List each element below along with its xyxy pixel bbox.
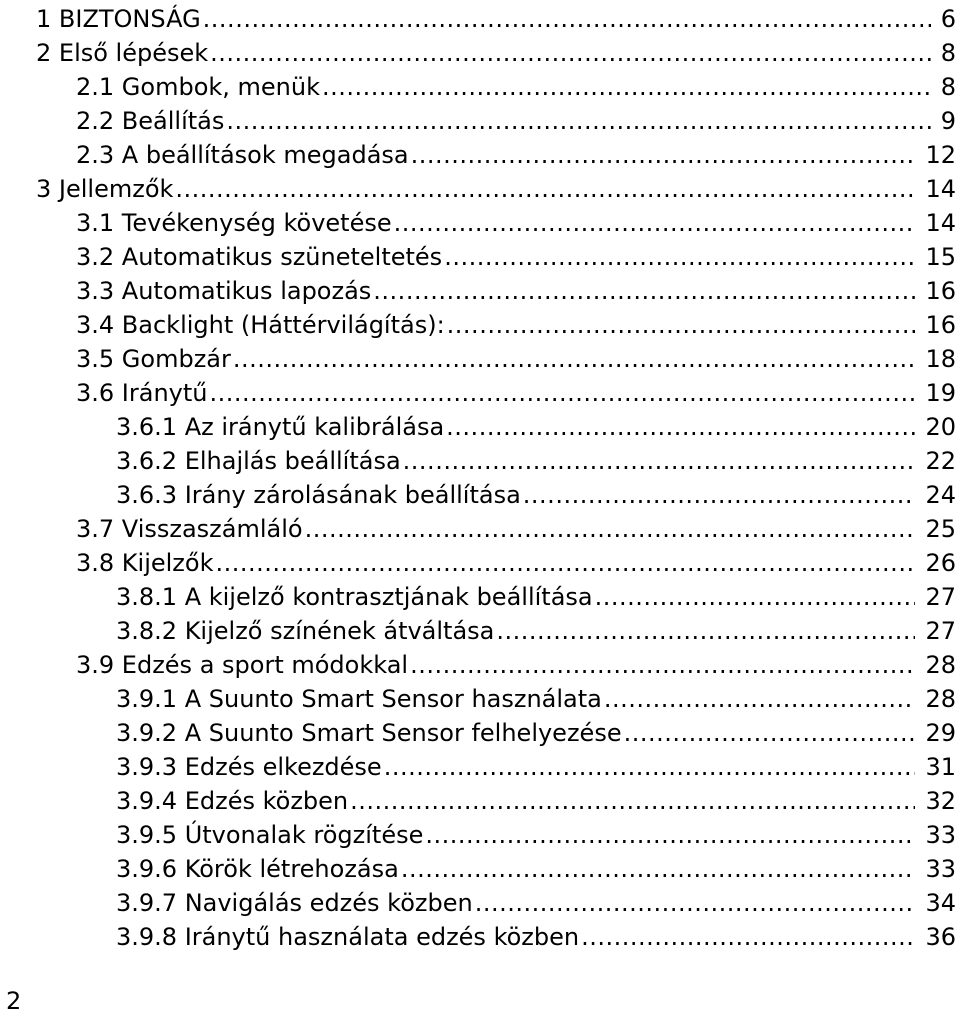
toc-entry-title: 3.6.1 Az iránytű kalibrálása (116, 413, 445, 441)
toc-entry-title: 3.3 Automatikus lapozás (76, 277, 372, 305)
toc-entry[interactable] (116, 580, 956, 614)
toc-entry-page: 15 (925, 243, 956, 271)
toc-entry[interactable] (116, 444, 956, 478)
toc-entry-page: 32 (925, 787, 956, 815)
toc-entry[interactable] (76, 70, 956, 104)
toc-entry-title: 3.9.3 Edzés elkezdése (116, 753, 382, 781)
toc-entry-title: 3.2 Automatikus szüneteltetés (76, 243, 443, 271)
toc-entry-page: 6 (940, 5, 956, 33)
toc-entry-title: 3.6.2 Elhajlás beállítása (116, 447, 401, 475)
toc-entry-title: 1 BIZTONSÁG (36, 5, 201, 33)
toc-dot-leader (475, 886, 916, 920)
toc-entry-title: 3.8.1 A kijelző kontrasztjának beállítása (116, 583, 593, 611)
toc-entry[interactable] (116, 682, 956, 716)
toc-entry-title: 2.1 Gombok, menük (76, 73, 320, 101)
toc-entry-page: 28 (925, 651, 956, 679)
toc-dot-leader (403, 444, 916, 478)
toc-dot-leader (444, 240, 915, 274)
toc-entry-page: 36 (925, 923, 956, 951)
toc-entry-title: 3.9.2 A Suunto Smart Sensor felhelyezése (116, 719, 622, 747)
toc-dot-leader (203, 2, 931, 36)
toc-entry-page: 20 (925, 413, 956, 441)
toc-dot-leader (209, 376, 915, 410)
toc-entry-page: 26 (925, 549, 956, 577)
toc-entry[interactable] (116, 920, 956, 954)
toc-dot-leader (604, 682, 916, 716)
toc-entry-page: 8 (940, 39, 956, 67)
toc-entry[interactable] (116, 818, 956, 852)
toc-entry-title: 3.5 Gombzár (76, 345, 231, 373)
toc-entry[interactable] (76, 648, 956, 682)
toc-dot-leader (411, 138, 916, 172)
toc-entry[interactable] (36, 172, 956, 206)
toc-entry[interactable] (76, 342, 956, 376)
toc-entry[interactable] (116, 784, 956, 818)
toc-dot-leader (496, 614, 915, 648)
toc-entry[interactable] (116, 478, 956, 512)
toc-entry[interactable] (116, 410, 956, 444)
toc-entry[interactable] (76, 376, 956, 410)
toc-dot-leader (581, 920, 915, 954)
toc-entry-page: 29 (925, 719, 956, 747)
toc-dot-leader (410, 648, 915, 682)
toc-entry[interactable] (36, 2, 956, 36)
toc-entry-page: 31 (925, 753, 956, 781)
toc-entry-page: 33 (925, 821, 956, 849)
toc-entry-page: 24 (925, 481, 956, 509)
toc-entry-title: 3.6 Iránytű (76, 379, 208, 407)
toc-dot-leader (446, 410, 915, 444)
toc-entry-title: 2.3 A beállítások megadása (76, 141, 409, 169)
toc-entry-page: 28 (925, 685, 956, 713)
toc-entry-title: 3.9.5 Útvonalak rögzítése (116, 821, 424, 849)
toc-dot-leader (373, 274, 915, 308)
toc-entry[interactable] (76, 308, 956, 342)
toc-entry-title: 3.9.4 Edzés közben (116, 787, 349, 815)
toc-entry-title: 3.9.1 A Suunto Smart Sensor használata (116, 685, 602, 713)
toc-dot-leader (175, 172, 915, 206)
toc-entry-title: 3.9.8 Iránytű használata edzés közben (116, 923, 580, 951)
toc-entry-page: 16 (925, 277, 956, 305)
toc-dot-leader (447, 308, 916, 342)
toc-entry[interactable] (116, 716, 956, 750)
toc-entry-page: 25 (925, 515, 956, 543)
toc-dot-leader (226, 104, 930, 138)
toc-entry[interactable] (116, 852, 956, 886)
toc-entry-title: 3.1 Tevékenység követése (76, 209, 392, 237)
toc-entry[interactable] (76, 104, 956, 138)
toc-dot-leader (595, 580, 916, 614)
toc-entry-page: 33 (925, 855, 956, 883)
toc-entry-title: 3.4 Backlight (Háttérvilágítás): (76, 311, 445, 339)
toc-entry-page: 18 (925, 345, 956, 373)
toc-entry-title: 3 Jellemzők (36, 175, 174, 203)
toc-entry[interactable] (76, 274, 956, 308)
toc-entry-title: 2.2 Beállítás (76, 107, 225, 135)
toc-entry-title: 2 Első lépések (36, 39, 209, 67)
toc-entry-page: 19 (925, 379, 956, 407)
toc-dot-leader (523, 478, 916, 512)
toc-entry-page: 16 (925, 311, 956, 339)
toc-dot-leader (401, 852, 916, 886)
toc-entry-page: 27 (925, 583, 956, 611)
toc-dot-leader (384, 750, 916, 784)
toc-entry-title: 3.9.7 Navigálás edzés közben (116, 889, 473, 917)
toc-entry-page: 27 (925, 617, 956, 645)
toc-entry-page: 9 (940, 107, 956, 135)
toc-entry-page: 14 (925, 209, 956, 237)
toc-dot-leader (350, 784, 915, 818)
toc-entry[interactable] (76, 240, 956, 274)
toc-dot-leader (624, 716, 916, 750)
toc-dot-leader (322, 70, 931, 104)
toc-dot-leader (210, 36, 931, 70)
toc-entry[interactable] (36, 36, 956, 70)
toc-entry-page: 34 (925, 889, 956, 917)
toc-entry[interactable] (116, 750, 956, 784)
page-number: 2 (6, 987, 22, 1015)
toc-entry[interactable] (76, 546, 956, 580)
toc-dot-leader (233, 342, 916, 376)
toc-entry[interactable] (76, 206, 956, 240)
toc-entry-page: 12 (925, 141, 956, 169)
toc-entry[interactable] (76, 138, 956, 172)
toc-entry[interactable] (76, 512, 956, 546)
toc-entry-title: 3.9.6 Körök létrehozása (116, 855, 399, 883)
toc-entry[interactable] (116, 886, 956, 920)
toc-entry-title: 3.7 Visszaszámláló (76, 515, 303, 543)
toc-entry-title: 3.9 Edzés a sport módokkal (76, 651, 409, 679)
toc-entry-page: 14 (925, 175, 956, 203)
toc-entry-page: 22 (925, 447, 956, 475)
toc-dot-leader (305, 512, 916, 546)
toc-dot-leader (215, 546, 915, 580)
toc-entry-title: 3.8 Kijelzők (76, 549, 214, 577)
toc-entry[interactable] (116, 614, 956, 648)
toc-entry-title: 3.8.2 Kijelző színének átváltása (116, 617, 495, 645)
toc-dot-leader (394, 206, 916, 240)
toc-entry-title: 3.6.3 Irány zárolásának beállítása (116, 481, 521, 509)
toc-dot-leader (425, 818, 915, 852)
toc-entry-page: 8 (940, 73, 956, 101)
